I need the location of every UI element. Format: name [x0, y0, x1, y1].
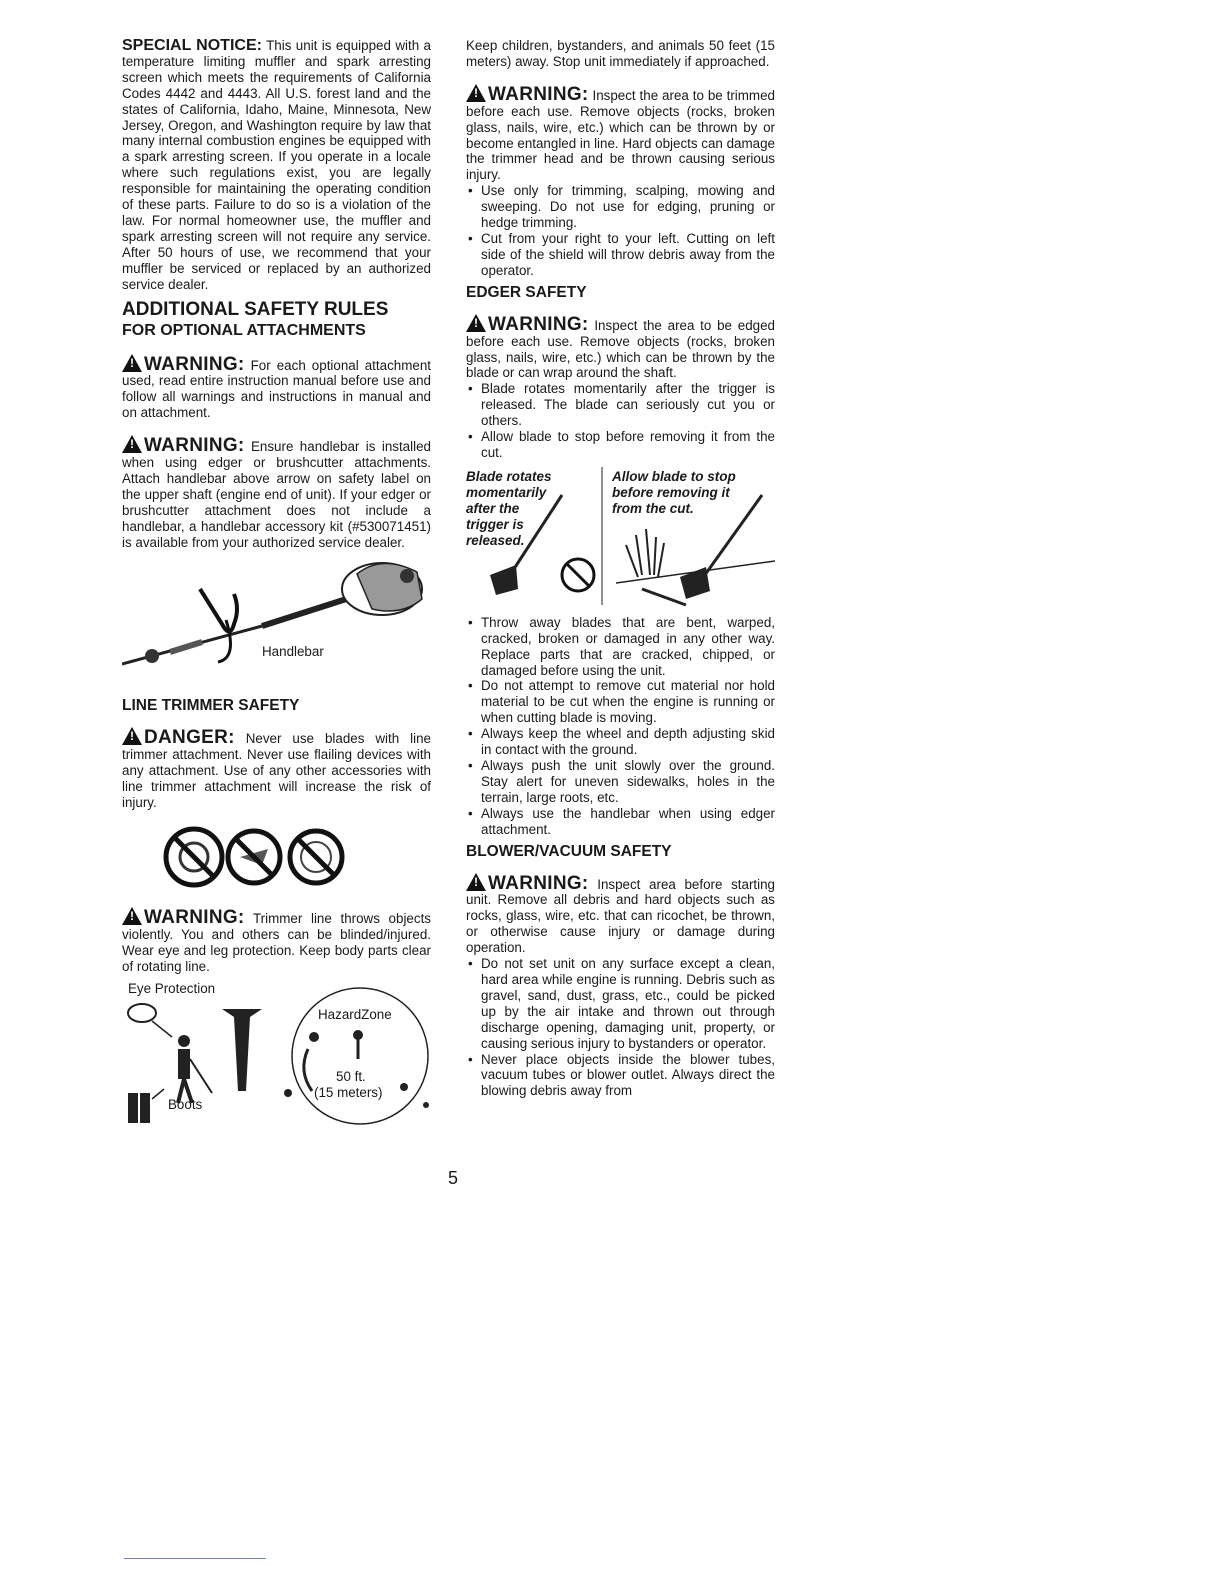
edger-bullet-list — [466, 381, 775, 461]
warning-title: WARNING: — [488, 83, 589, 105]
warning-title: WARNING: — [144, 353, 245, 375]
special-notice — [122, 38, 431, 293]
list-item: • Always push the unit slowly over the ground. Stay alert for uneven sidewalks, holes in the terrain, large roots, etc. — [466, 758, 775, 806]
warning-title: WARNING: — [144, 435, 245, 457]
boots-label: Boots — [168, 1096, 203, 1112]
warning-triangle-icon — [122, 435, 142, 453]
warning-handlebar — [122, 435, 431, 550]
tree-icon — [222, 1009, 262, 1091]
list-item: • Cut from your right to your left. Cutting on left side of the shield will throw debris away from the operator. — [466, 231, 775, 279]
special-notice-lead: SPECIAL NOTICE: — [122, 37, 262, 54]
warning-text: Inspect the area to be trimmed before each use. Remove objects (rocks, broken glass, nails, wire, etc.) which can be thrown by or become entangled in line. Hard objects can damage the trimmer head and be thrown causing serious injury. — [466, 87, 775, 183]
hazard-zone-label: HazardZone — [318, 1006, 392, 1022]
danger-title: DANGER: — [144, 727, 235, 749]
warning-text: Trimmer line throws objects violently. You and others can be blinded/injured. Wear eye and leg protection. Keep body parts clear of rotating line. — [122, 911, 431, 974]
additional-safety-subheading: FOR OPTIONAL ATTACHMENTS — [122, 321, 366, 339]
warning-title: WARNING: — [488, 872, 589, 894]
right-column — [466, 38, 775, 1099]
no-accessory-icon — [290, 831, 342, 883]
blower-vacuum-heading: BLOWER/VACUUM SAFETY — [466, 842, 672, 860]
trim-bullet-list — [466, 183, 775, 278]
danger-triangle-icon — [122, 727, 142, 745]
prohibited-accessories-figure — [122, 819, 431, 897]
danger-text: Never use blades with line trimmer attachment. Never use flailing devices with any attachment. Use of any other accessories with line trimmer attachment will increase the risk of injury. — [122, 731, 431, 811]
warning-triangle-icon — [466, 873, 486, 891]
danger-line-trimmer — [122, 727, 431, 811]
distance-m-label: (15 meters) — [314, 1084, 383, 1100]
blade-caption-left: Blade rotates momentarily after the trigger is released. — [466, 468, 552, 548]
blower-bullet-list — [466, 956, 775, 1099]
list-item: • Do not attempt to remove cut material nor hold material to be cut when the engine is running or when cutting blade is moving. — [466, 678, 775, 726]
warning-trimmer-line — [122, 907, 431, 975]
no-hand-icon — [562, 559, 594, 591]
operator-figure — [178, 1035, 212, 1103]
warning-text: For each optional attachment used, read entire instruction manual before use and follow all warnings and instructions in manual and on attachment. — [122, 357, 431, 421]
list-item: • Allow blade to stop before removing it from the cut. — [466, 429, 775, 461]
warning-text: Ensure handlebar is installed when using edger or brushcutter attachments. Attach handlebar above arrow on safety label on the upper shaft (engine end of unit). If your edger or brushcutter attachment does not include a handlebar, a handlebar accessory kit (#530071451) is available from your authorized service dealer. — [122, 439, 431, 550]
list-item: • Do not set unit on any surface except a clean, hard area while engine is running. Debris such as gravel, sand, dust, grass, etc., could be picked up by the air intake and thrown out through discharge opening, damaging unit, property, or causing serious injury to bystanders or operator. — [466, 956, 775, 1051]
no-flail-icon — [228, 831, 280, 883]
warning-title: WARNING: — [144, 907, 245, 928]
no-blade-icon — [166, 829, 222, 885]
handlebar-label: Handlebar — [262, 644, 324, 660]
list-item: • Blade rotates momentarily after the trigger is released. The blade can seriously cut you or others. — [466, 381, 775, 429]
hazard-zone-figure — [122, 981, 431, 1131]
warning-inspect-edge — [466, 314, 775, 382]
list-item: • Always keep the wheel and depth adjusting skid in contact with the ground. — [466, 726, 775, 758]
left-column — [122, 38, 431, 1131]
warning-text: Inspect the area to be edged before each use. Remove objects (rocks, broken glass, nails, wire, etc.) which can be thrown by the blade or can wrap around the shaft. — [466, 317, 775, 381]
special-notice-text: This unit is equipped with a temperature limiting muffler and spark arresting screen which meets the requirements of California Codes 4442 and 4443. All U.S. forest land and the states of California, Idaho, Maine, Minnesota, New Jersey, Oregon, and Washington require by law that many internal combustion engines be equipped with a spark arresting screen. If you operate in a locale where such regulations exist, you are legally responsible for maintaining the operating condition of these parts. Failure to do so is a violation of the law. For normal homeowner use, the muffler and spark arresting screen will not require any service. After 50 hours of use, we recommend that your muffler be serviced or replaced by an authorized service dealer. — [122, 38, 431, 292]
warning-title: WARNING: — [488, 313, 589, 335]
warning-inspect-blower — [466, 873, 775, 957]
list-item: • Never place objects inside the blower tubes, vacuum tubes or blower outlet. Always direct the blowing debris away from — [466, 1052, 775, 1100]
list-item: • Use only for trimming, scalping, mowing and sweeping. Do not use for edging, pruning or hedge trimming. — [466, 183, 775, 231]
handlebar-figure — [122, 554, 431, 684]
warning-text: Inspect area before starting unit. Remove all debris and hard objects such as rocks, glass, wire, etc. that can ricochet, be thrown, or otherwise cause injury or damage during operation. — [466, 876, 775, 956]
footer-rule — [124, 1558, 266, 1559]
prohibited-icons — [122, 819, 431, 897]
page-number: 5 — [448, 1168, 459, 1188]
boots-icon — [128, 1089, 164, 1123]
warning-triangle-icon — [122, 354, 142, 372]
warning-triangle-icon — [466, 314, 486, 332]
edger-safety-heading: EDGER SAFETY — [466, 283, 587, 301]
warning-inspect-trim — [466, 84, 775, 183]
distance-ft-label: 50 ft. — [336, 1068, 366, 1084]
line-trimmer-heading: LINE TRIMMER SAFETY — [122, 697, 300, 715]
blade-bullet-list — [466, 615, 775, 838]
list-item: • Throw away blades that are bent, warped, cracked, broken or damaged in any other way. Replace parts that are cracked, chipped, or damaged before using the unit. — [466, 615, 775, 679]
warning-triangle-icon — [466, 84, 486, 102]
intro-text: Keep children, bystanders, and animals 50 feet (15 meters) away. Stop unit immediately if approached. — [466, 38, 775, 69]
additional-safety-heading: ADDITIONAL SAFETY RULES — [122, 298, 389, 320]
warning-optional-attachments — [122, 354, 431, 422]
list-item: • Always use the handlebar when using edger attachment. — [466, 806, 775, 838]
blade-caption-right: Allow blade to stop before removing it from the cut. — [612, 468, 736, 516]
warning-triangle-icon — [122, 907, 142, 925]
blade-rotation-figure — [466, 465, 775, 611]
trimmer-handlebar-illustration — [122, 554, 431, 684]
eye-protection-label: Eye Protection — [128, 980, 216, 996]
goggles-icon — [128, 1004, 172, 1037]
